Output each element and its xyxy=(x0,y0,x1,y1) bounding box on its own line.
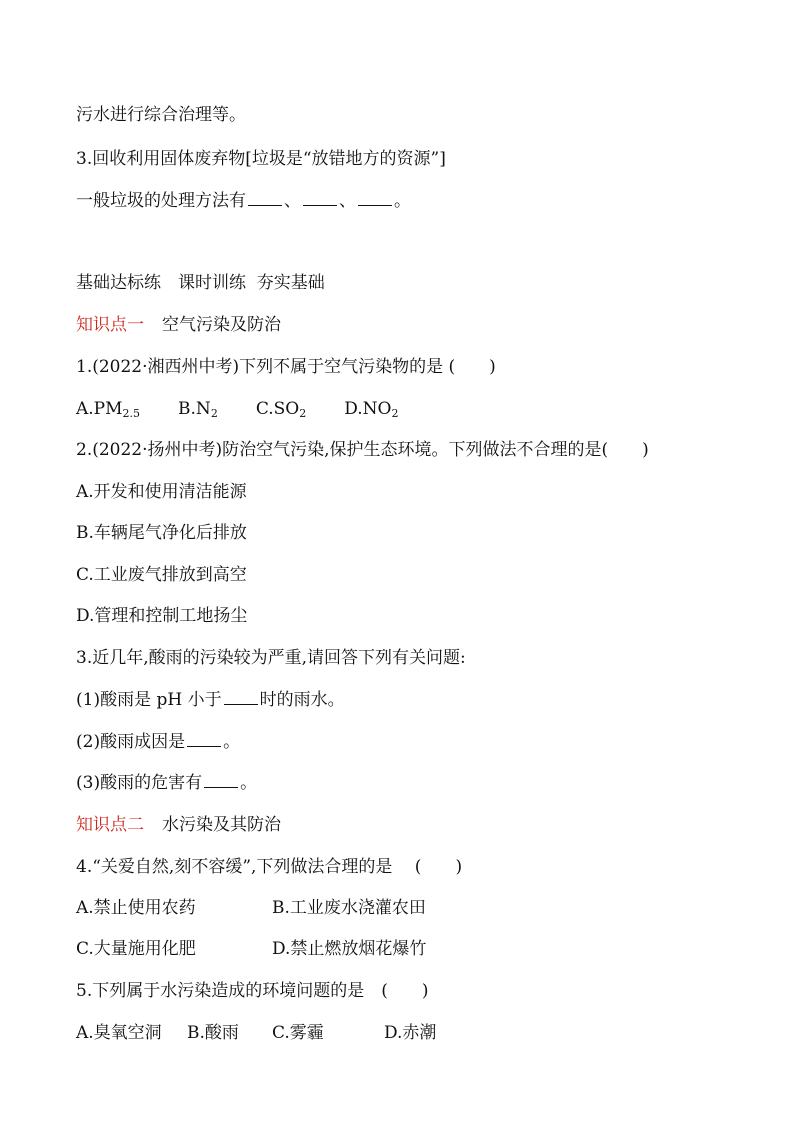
intro-line-1: 污水进行综合治理等。 xyxy=(76,105,246,125)
knowledge-point-2 xyxy=(76,814,281,836)
knowledge-point-1 xyxy=(76,314,281,336)
question-1-options xyxy=(76,398,398,420)
q5-option-a: A.臭氧空洞 xyxy=(76,1023,162,1043)
blank xyxy=(204,773,238,788)
q4-options-row-2 xyxy=(76,938,426,960)
q3-part-3-end: 。 xyxy=(240,773,258,793)
q5-option-d: D.赤潮 xyxy=(384,1023,437,1043)
q2-option-a: A.开发和使用清洁能源 xyxy=(76,482,247,502)
q2-option-d: D.管理和控制工地扬尘 xyxy=(76,606,248,626)
q3-part-2 xyxy=(76,731,240,753)
q3-part-1-end: 时的雨水。 xyxy=(259,690,345,710)
separator: 、 xyxy=(339,191,356,211)
question-3-stem: 3.近几年,酸雨的污染较为严重,请回答下列有关问题: xyxy=(76,648,466,668)
separator: 、 xyxy=(284,191,301,211)
q5-option-c: C.雾霾 xyxy=(272,1023,324,1043)
q3-part-1 xyxy=(76,689,345,711)
q1-option-c: $C.SO_2$ xyxy=(255,399,307,420)
intro-line-3-text: 一般垃圾的处理方法有 xyxy=(76,191,246,211)
question-5-stem: 5.下列属于水污染造成的环境问题的是 ( ) xyxy=(76,981,429,1001)
blank-3 xyxy=(358,191,392,206)
q1-option-b: $B.N_2$ xyxy=(178,399,218,420)
q4-option-c: C.大量施用化肥 xyxy=(76,939,196,959)
kp2-title: 水污染及其防治 xyxy=(162,815,281,835)
period: 。 xyxy=(394,191,411,211)
blank xyxy=(187,732,221,747)
q2-option-b: B.车辆尾气净化后排放 xyxy=(76,523,247,543)
q4-option-d: D.禁止燃放烟花爆竹 xyxy=(272,939,427,959)
intro-line-3 xyxy=(76,190,411,212)
question-1-stem: 1.(2022·湘西州中考)下列不属于空气污染物的是 ( ) xyxy=(76,357,496,377)
blank xyxy=(224,690,258,705)
q5-option-b: B.酸雨 xyxy=(187,1023,239,1043)
section-heading: 基础达标练 课时训练 夯实基础 xyxy=(76,273,325,293)
q4-option-a: A.禁止使用农药 xyxy=(76,898,196,918)
blank-2 xyxy=(303,191,337,206)
q5-options xyxy=(76,1022,436,1044)
q1-option-d: $D.NO_2$ xyxy=(344,399,399,420)
q1-option-a: $A.PM_{2.5}$ xyxy=(76,399,141,420)
kp1-label: 知识点一 xyxy=(76,315,144,335)
q3-part-3 xyxy=(76,772,257,794)
q3-part-1-text: (1)酸雨是 pH 小于 xyxy=(76,690,222,710)
q4-option-b: B.工业废水浇灌农田 xyxy=(272,898,426,918)
question-4-stem: 4.“关爱自然,刻不容缓”,下列做法合理的是 ( ) xyxy=(76,857,463,877)
q3-part-2-text: (2)酸雨成因是 xyxy=(76,732,186,752)
q3-part-2-end: 。 xyxy=(223,732,241,752)
kp2-label: 知识点二 xyxy=(76,815,144,835)
kp1-title: 空气污染及防治 xyxy=(162,315,281,335)
q4-options-row-1 xyxy=(76,897,426,919)
blank-1 xyxy=(248,191,282,206)
q2-option-c: C.工业废气排放到高空 xyxy=(76,565,247,585)
q3-part-3-text: (3)酸雨的危害有 xyxy=(76,773,203,793)
question-2-stem: 2.(2022·扬州中考)防治空气污染,保护生态环境。下列做法不合理的是( ) xyxy=(76,440,649,460)
intro-line-2: 3.回收利用固体废弃物[垃圾是“放错地方的资源”] xyxy=(76,149,446,169)
